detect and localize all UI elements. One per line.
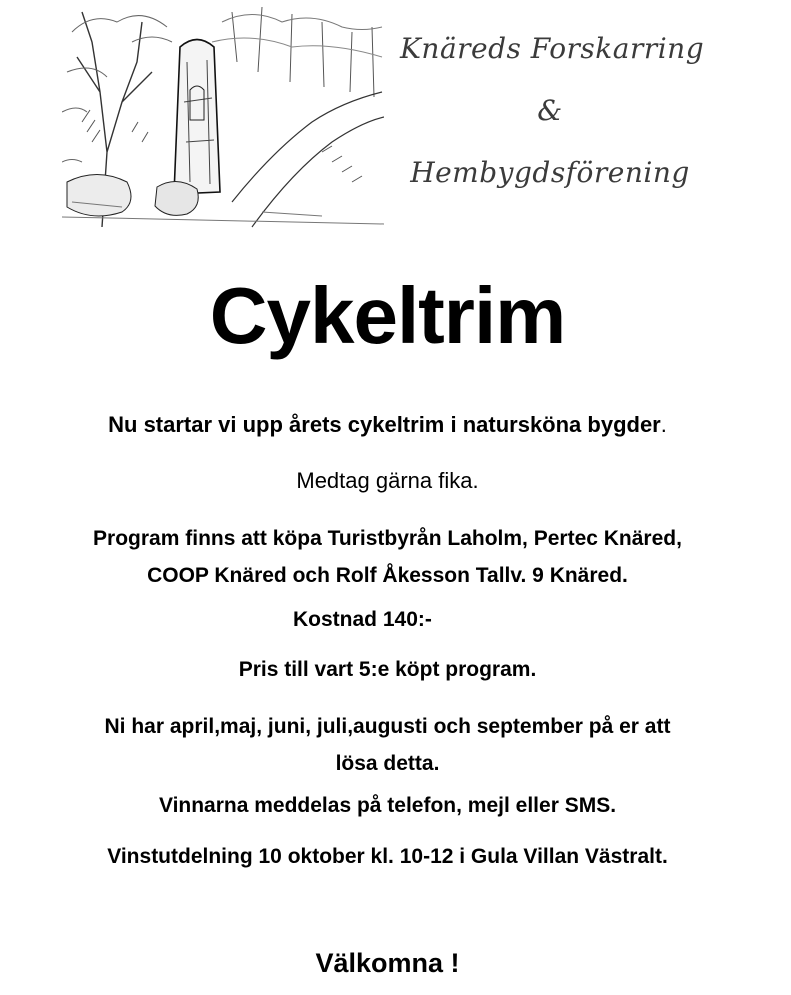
months-text: [0, 708, 775, 782]
program-line-1: Program finns att köpa Turistbyrån Laholm, Pertec Knäred,: [93, 527, 682, 550]
prize-ceremony-text: Vinstutdelning 10 oktober kl. 10-12 i Gula Villan Västralt.: [107, 845, 668, 868]
org-name-line1: Knäreds Forskarring: [400, 32, 705, 65]
prize-text: Pris till vart 5:e köpt program.: [238, 658, 537, 681]
program-info: [0, 520, 775, 594]
program-line-2: COOP Knäred och Rolf Åkesson Tallv. 9 Knäred.: [147, 564, 628, 587]
months-line-1: Ni har april,maj, juni, juli,augusti och september på er att: [104, 715, 671, 738]
welcome-text: Välkomna !: [315, 948, 460, 978]
page-title: Cykeltrim: [209, 271, 566, 360]
cost-text: Kostnad 140:-: [293, 608, 432, 631]
fika-note: Medtag gärna fika.: [296, 468, 479, 493]
winners-text: Vinnarna meddelas på telefon, mejl eller SMS.: [158, 794, 617, 817]
organization-name: [400, 18, 705, 204]
rune-stone-sketch-illustration: [62, 2, 384, 230]
intro-text-main: Nu startar vi upp årets cykeltrim i natursköna bygder: [108, 412, 661, 437]
months-line-2: lösa detta.: [335, 752, 440, 775]
org-name-line2: Hembygdsförening: [410, 156, 690, 189]
intro-text: [0, 412, 775, 438]
intro-period: .: [660, 412, 667, 437]
org-ampersand: &: [537, 94, 563, 127]
